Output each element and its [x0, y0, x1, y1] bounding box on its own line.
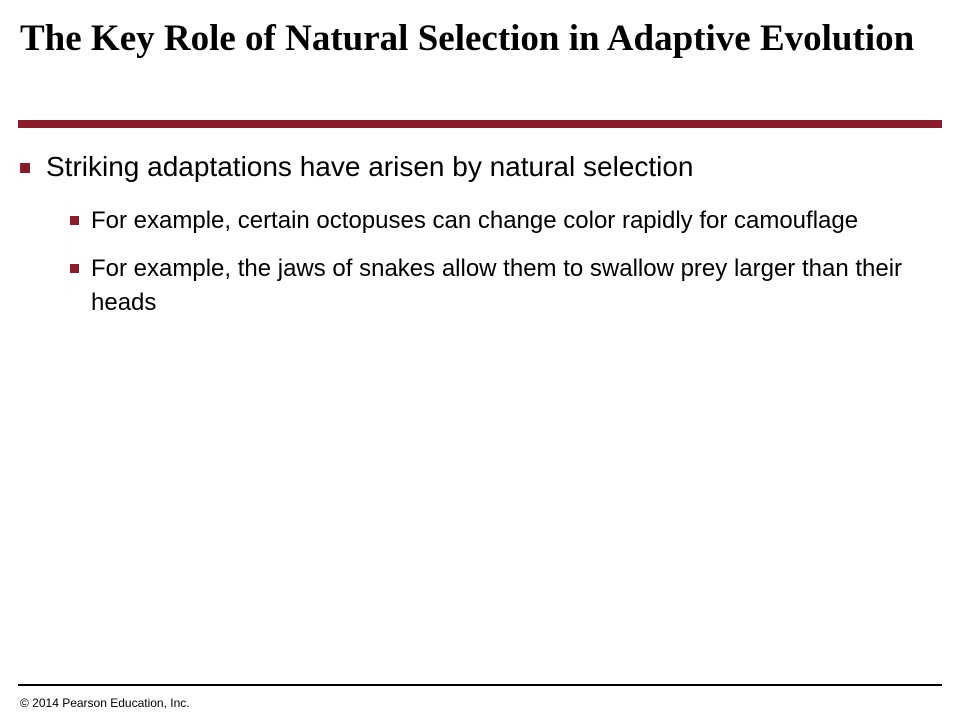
- sub-bullet-item: [70, 204, 930, 238]
- slide-title: The Key Role of Natural Selection in Adaptive Evolution: [20, 18, 915, 59]
- square-bullet-icon: [70, 264, 79, 273]
- slide-body: [20, 150, 930, 334]
- title-divider: [18, 120, 942, 128]
- footer-divider: [18, 684, 942, 686]
- bullet-item: [20, 150, 930, 184]
- sub-bullet-item: [70, 252, 930, 320]
- copyright-text: © 2014 Pearson Education, Inc.: [20, 696, 190, 710]
- sub-bullet-text: For example, certain octopuses can change color rapidly for camouflage: [91, 207, 859, 234]
- square-bullet-icon: [70, 216, 79, 225]
- sub-bullet-text: For example, the jaws of snakes allow them to swallow prey larger than their heads: [91, 255, 903, 316]
- bullet-text: Striking adaptations have arisen by natural selection: [46, 151, 694, 182]
- square-bullet-icon: [20, 163, 30, 173]
